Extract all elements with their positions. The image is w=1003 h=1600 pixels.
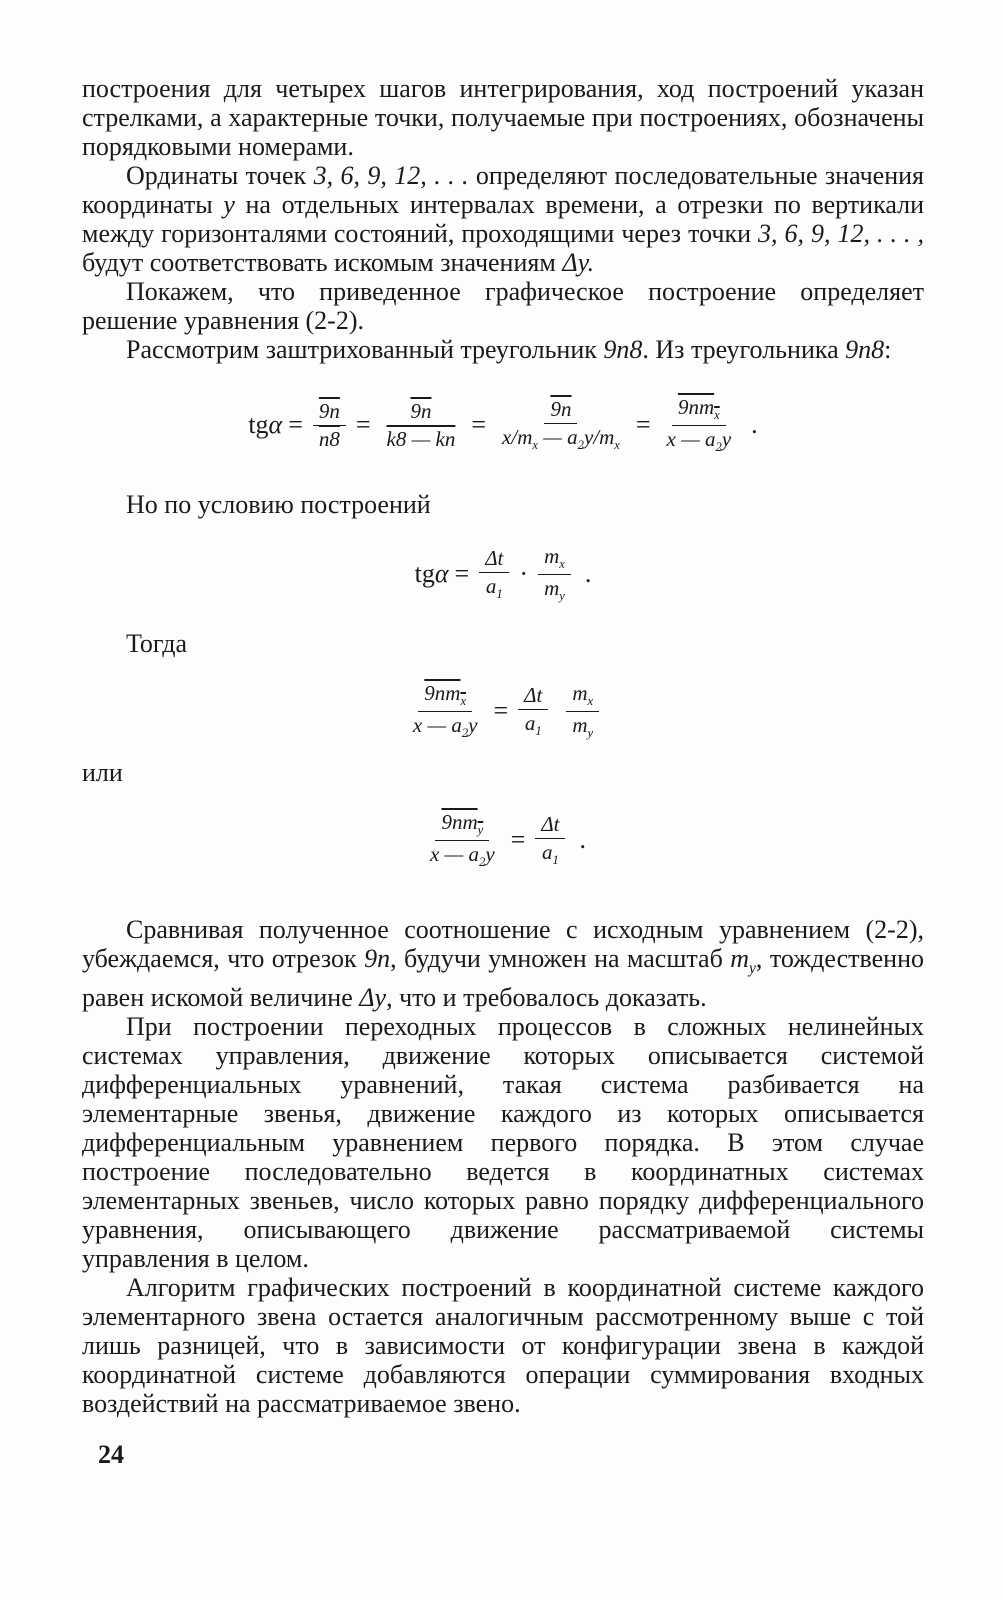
fraction-num: Δt (479, 548, 509, 573)
equals: = (454, 559, 470, 588)
fraction-dt-a1 (535, 811, 565, 867)
page-number: 24 (98, 1440, 124, 1469)
fraction-3 (496, 396, 626, 452)
fraction-num: $m_x$ (566, 683, 599, 712)
fraction-2 (381, 398, 462, 451)
fraction-den: $a_1$ (524, 710, 542, 738)
fraction-num: $m_x$ (538, 546, 571, 575)
fraction-num: $9nm_x$ (418, 683, 472, 712)
p4-text-c: : (884, 335, 892, 364)
paragraph-7: или (82, 758, 123, 787)
paragraph-2 (82, 161, 924, 277)
fraction-den: $a_1$ (485, 573, 503, 601)
equals: = (355, 410, 371, 439)
equals: = (635, 410, 651, 439)
paragraph-5: Но по условию построений (126, 490, 431, 519)
p8-delta-y: Δy (359, 983, 387, 1013)
fraction-dt-a1 (479, 545, 509, 601)
paragraph-4 (82, 335, 924, 364)
equals: = (471, 410, 487, 439)
fraction-dt-a1 (518, 682, 548, 738)
fraction-3-den: $x/m_x$ — $a_2y/m_x$ (502, 424, 620, 452)
equals: = (493, 696, 509, 725)
paragraph-1: построения для четырех шагов интегрирования, ход построений указан стрелками, а характерные точки, получаемые при построениях, обозначены порядковыми номерами. (82, 74, 924, 161)
p2-points: 3, 6, 9, 12, . . . (313, 161, 469, 190)
p8-text-b: , будучи умножен на масштаб (390, 944, 731, 973)
fraction-num: Δt (518, 685, 548, 710)
fraction-mx-my (538, 543, 571, 603)
p8-m-sub: y (749, 960, 756, 978)
formula-tg-alpha-condition: tg α = $\frac{\Delta t}{a_1}$ · $\frac{m_x}{m_y}$ . (414, 543, 592, 603)
p8-segment: 9n (364, 944, 391, 973)
paragraph-9: При построении переходных процессов в сложных нелинейных системах управления, движение которых описывается системой дифференциальных уравнений, такая система разбивается на элементарные звенья, движение каждого из которых описывается дифференциальным уравнением первого порядка. В этом случае построение последовательно ведется в координатных системах элементарных звеньев, число которых равно порядку дифференциального уравнения, описывающего движение рассматриваемой системы управления в целом. (82, 1012, 924, 1274)
p2-y: y (223, 190, 235, 219)
fraction-den: x — $a_2y$ (430, 841, 495, 869)
equals: = (288, 410, 303, 439)
formula-then (82, 680, 924, 742)
p4-text-b: . Из треугольника (642, 335, 846, 364)
p2-text-d: будут соответствовать искомым значениям (82, 248, 563, 277)
p8-text-d: , что и требовалось доказать. (386, 983, 707, 1013)
fraction-1-den: n8 (318, 426, 340, 451)
p2-delta-y: Δy. (562, 248, 595, 277)
fraction-9nmy (424, 809, 501, 869)
equals: = (510, 825, 526, 854)
fraction-den: $a_1$ (542, 839, 559, 867)
paragraph-8 (82, 915, 924, 1012)
fraction-mx-my (566, 680, 599, 740)
fraction-3-num: 9n (544, 399, 577, 424)
p2-points-2: 3, 6, 9, 12, . . . , (758, 219, 924, 248)
p2-text-b: определяют последовательные значения координаты (82, 161, 925, 219)
alpha-symbol: α (434, 559, 449, 588)
paragraph-3: Покажем, что приведенное графическое построение определяет решение уравнения (2-2). (82, 277, 924, 335)
fraction-4 (661, 394, 738, 454)
fraction-1-num: 9n (313, 401, 346, 426)
p4-text-a: Рассмотрим заштрихованный треугольник (126, 335, 604, 364)
fraction-den: x — $a_2y$ (412, 712, 478, 740)
fraction-2-den: k8 — kn (386, 426, 456, 451)
fraction-den: $m_y$ (544, 575, 565, 603)
fraction-4-num: $9nm_x$ (672, 397, 726, 426)
paragraph-6: Тогда (126, 629, 188, 658)
fraction-4-den: x — $a_2y$ (666, 426, 732, 454)
tg-symbol: tg (414, 559, 435, 588)
p8-text-c: , тождественно равен искомой величине (82, 944, 924, 1013)
fraction-num: $9nm_y$ (435, 812, 489, 841)
paragraph-10: Алгоритм графических построений в координатной системе каждого элементарного звена остается аналогичным рассмотренному выше с той лишь разницей, что в зависимости от конфигурации звена в каждой координатной системе добавляются операции суммирования входных воздействий на рассматриваемое звено. (82, 1273, 924, 1419)
page-body (82, 74, 924, 1418)
p8-m: m (730, 944, 749, 973)
fraction-2-num: 9n (404, 401, 437, 426)
p8-text-a: Сравнивая полученное соотношение с исходным уравнением (2-2), убеждаемся, что отрезок (82, 915, 924, 973)
alpha-symbol: α (268, 410, 283, 439)
p4-triangle: 9n8 (603, 335, 643, 364)
fraction-den: $m_y$ (572, 712, 594, 740)
formula-or: $\frac{9nm_y}{x — a_2y}$ = $\frac{\Delta t}{a_1}$ . (82, 809, 924, 871)
p4-triangle-2: 9n8 (845, 335, 885, 364)
p2-text-c: на отдельных интервалах времени, а отрезки по вертикали между горизонталями состояний, проходящими через точки (82, 190, 924, 248)
p2-text-a: Ординаты точек (126, 161, 314, 190)
fraction-num: Δt (535, 814, 565, 839)
fraction-1 (313, 398, 346, 451)
formula-tg-alpha-derivation: tg α = $\frac{9n}{n8}$ = $\frac{9n}{k8 — kn}$ = $\frac{9n}{x/m_x — a_2y/m_x}$ = $\frac{9nm_x}{x — a_2y}$ . (248, 394, 758, 454)
fraction-9nmx (407, 680, 484, 740)
tg-symbol: tg (248, 410, 269, 439)
